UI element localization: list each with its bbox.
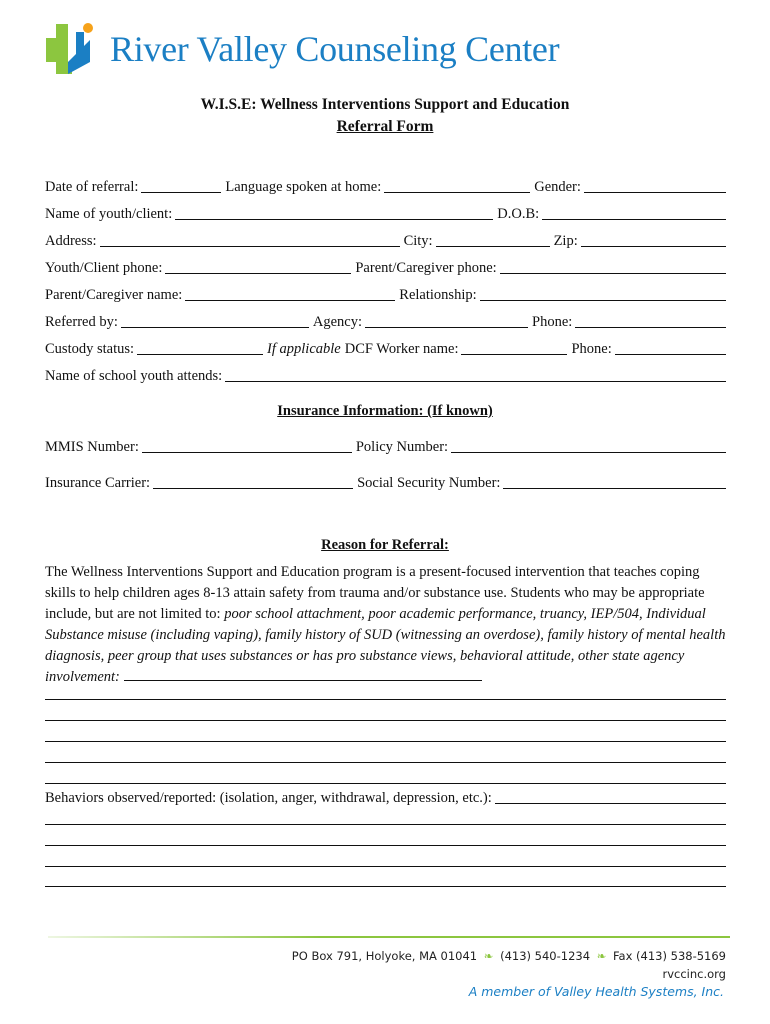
footer-member-line: A member of Valley Health Systems, Inc. (468, 984, 724, 999)
insurance-heading: Insurance Information: (If known) (277, 403, 493, 419)
behaviors-field[interactable] (495, 789, 726, 804)
relationship-field[interactable] (480, 286, 726, 301)
school-label: Name of school youth attends: (45, 368, 223, 384)
form-subtitle: Referral Form (336, 118, 434, 135)
zip-label: Zip: (553, 233, 578, 249)
rvcc-logo-icon (44, 22, 98, 76)
policy-label: Policy Number: (355, 439, 449, 455)
parent-name-label: Parent/Caregiver name: (45, 287, 183, 303)
dcf-phone-field[interactable] (615, 340, 726, 355)
row-address (45, 232, 726, 250)
language-field[interactable] (384, 178, 530, 193)
reason-paragraph (45, 562, 726, 688)
reason-first-line-field[interactable] (124, 668, 482, 681)
referred-by-field[interactable] (121, 313, 309, 328)
youth-phone-label: Youth/Client phone: (45, 260, 163, 276)
row-school (45, 367, 726, 385)
row-phones (45, 259, 726, 277)
behaviors-line-1[interactable] (45, 824, 726, 825)
city-field[interactable] (436, 232, 550, 247)
parent-name-field[interactable] (185, 286, 395, 301)
dcf-worker-label: DCF Worker name: (344, 341, 459, 357)
row-parent (45, 286, 726, 304)
org-name: River Valley Counseling Center (110, 29, 560, 69)
row-mmis (45, 438, 726, 456)
behaviors-line-2[interactable] (45, 845, 726, 846)
footer-phone: (413) 540-1234 (500, 949, 591, 963)
behaviors-label: Behaviors observed/reported: (isolation, anger, withdrawal, depression, etc.): (45, 790, 492, 806)
row-carrier (45, 474, 726, 492)
agency-label: Agency: (312, 314, 362, 330)
row-referral-info (45, 178, 726, 196)
phone-label: Phone: (532, 314, 573, 330)
reason-text: The Wellness Interventions Support and Education program is a present-focused intervention that teaches coping skills to help children ages 8-13 attain safety from trauma and/or substance use. Students who may be appropriate include, but are not limited to: (45, 564, 705, 622)
dob-label: D.O.B: (497, 206, 540, 222)
youth-name-field[interactable] (175, 205, 493, 220)
behaviors-line-4[interactable] (45, 886, 726, 887)
if-applicable-label: If applicable (267, 341, 341, 357)
date-of-referral-label: Date of referral: (45, 179, 139, 195)
school-field[interactable] (225, 367, 726, 382)
dob-field[interactable] (542, 205, 726, 220)
reason-line-4[interactable] (45, 762, 726, 763)
mmis-label: MMIS Number: (45, 439, 139, 455)
leaf-icon: ❧ (483, 949, 494, 963)
city-label: City: (403, 233, 433, 249)
mmis-field[interactable] (142, 438, 352, 453)
reason-line-3[interactable] (45, 741, 726, 742)
language-label: Language spoken at home: (225, 179, 382, 195)
footer-divider (48, 936, 730, 938)
agency-field[interactable] (365, 313, 528, 328)
zip-field[interactable] (581, 232, 726, 247)
row-behaviors (45, 789, 726, 807)
leaf-icon: ❧ (596, 949, 607, 963)
dcf-phone-label: Phone: (571, 341, 612, 357)
referred-by-label: Referred by: (45, 314, 118, 330)
ssn-field[interactable] (503, 474, 726, 489)
custody-status-label: Custody status: (45, 341, 135, 357)
reason-line-2[interactable] (45, 720, 726, 721)
gender-label: Gender: (534, 179, 581, 195)
reason-line-1[interactable] (45, 699, 726, 700)
youth-name-label: Name of youth/client: (45, 206, 173, 222)
ssn-label: Social Security Number: (357, 475, 501, 491)
row-youth-name (45, 205, 726, 223)
phone-field[interactable] (575, 313, 726, 328)
address-label: Address: (45, 233, 97, 249)
youth-phone-field[interactable] (165, 259, 351, 274)
form-title: W.I.S.E: Wellness Interventions Support and Education (200, 96, 570, 113)
reason-criteria: poor school attachment, poor academic performance, truancy, IEP/504, Individual Substance misuse (including vaping), family history of SUD (witnessing an overdose), family history of mental health diagnosis, peer group that uses substances or has pro substance views, behavioral attitude, other state agency involvement: (45, 606, 726, 685)
date-of-referral-field[interactable] (141, 178, 221, 193)
reason-heading: Reason for Referral: (321, 537, 449, 553)
parent-phone-field[interactable] (500, 259, 726, 274)
footer-contact (292, 949, 726, 963)
gender-field[interactable] (584, 178, 726, 193)
reason-line-5[interactable] (45, 783, 726, 784)
parent-phone-label: Parent/Caregiver phone: (355, 260, 497, 276)
policy-field[interactable] (451, 438, 726, 453)
custody-status-field[interactable] (137, 340, 263, 355)
address-field[interactable] (100, 232, 400, 247)
carrier-label: Insurance Carrier: (45, 475, 151, 491)
footer-address: PO Box 791, Holyoke, MA 01041 (291, 949, 478, 963)
dcf-worker-field[interactable] (461, 340, 567, 355)
behaviors-line-3[interactable] (45, 866, 726, 867)
row-referrer (45, 313, 726, 331)
footer-fax: Fax (413) 538-5169 (612, 949, 726, 963)
footer-website[interactable]: rvccinc.org (662, 967, 726, 981)
carrier-field[interactable] (153, 474, 353, 489)
relationship-label: Relationship: (399, 287, 477, 303)
row-custody (45, 340, 726, 358)
